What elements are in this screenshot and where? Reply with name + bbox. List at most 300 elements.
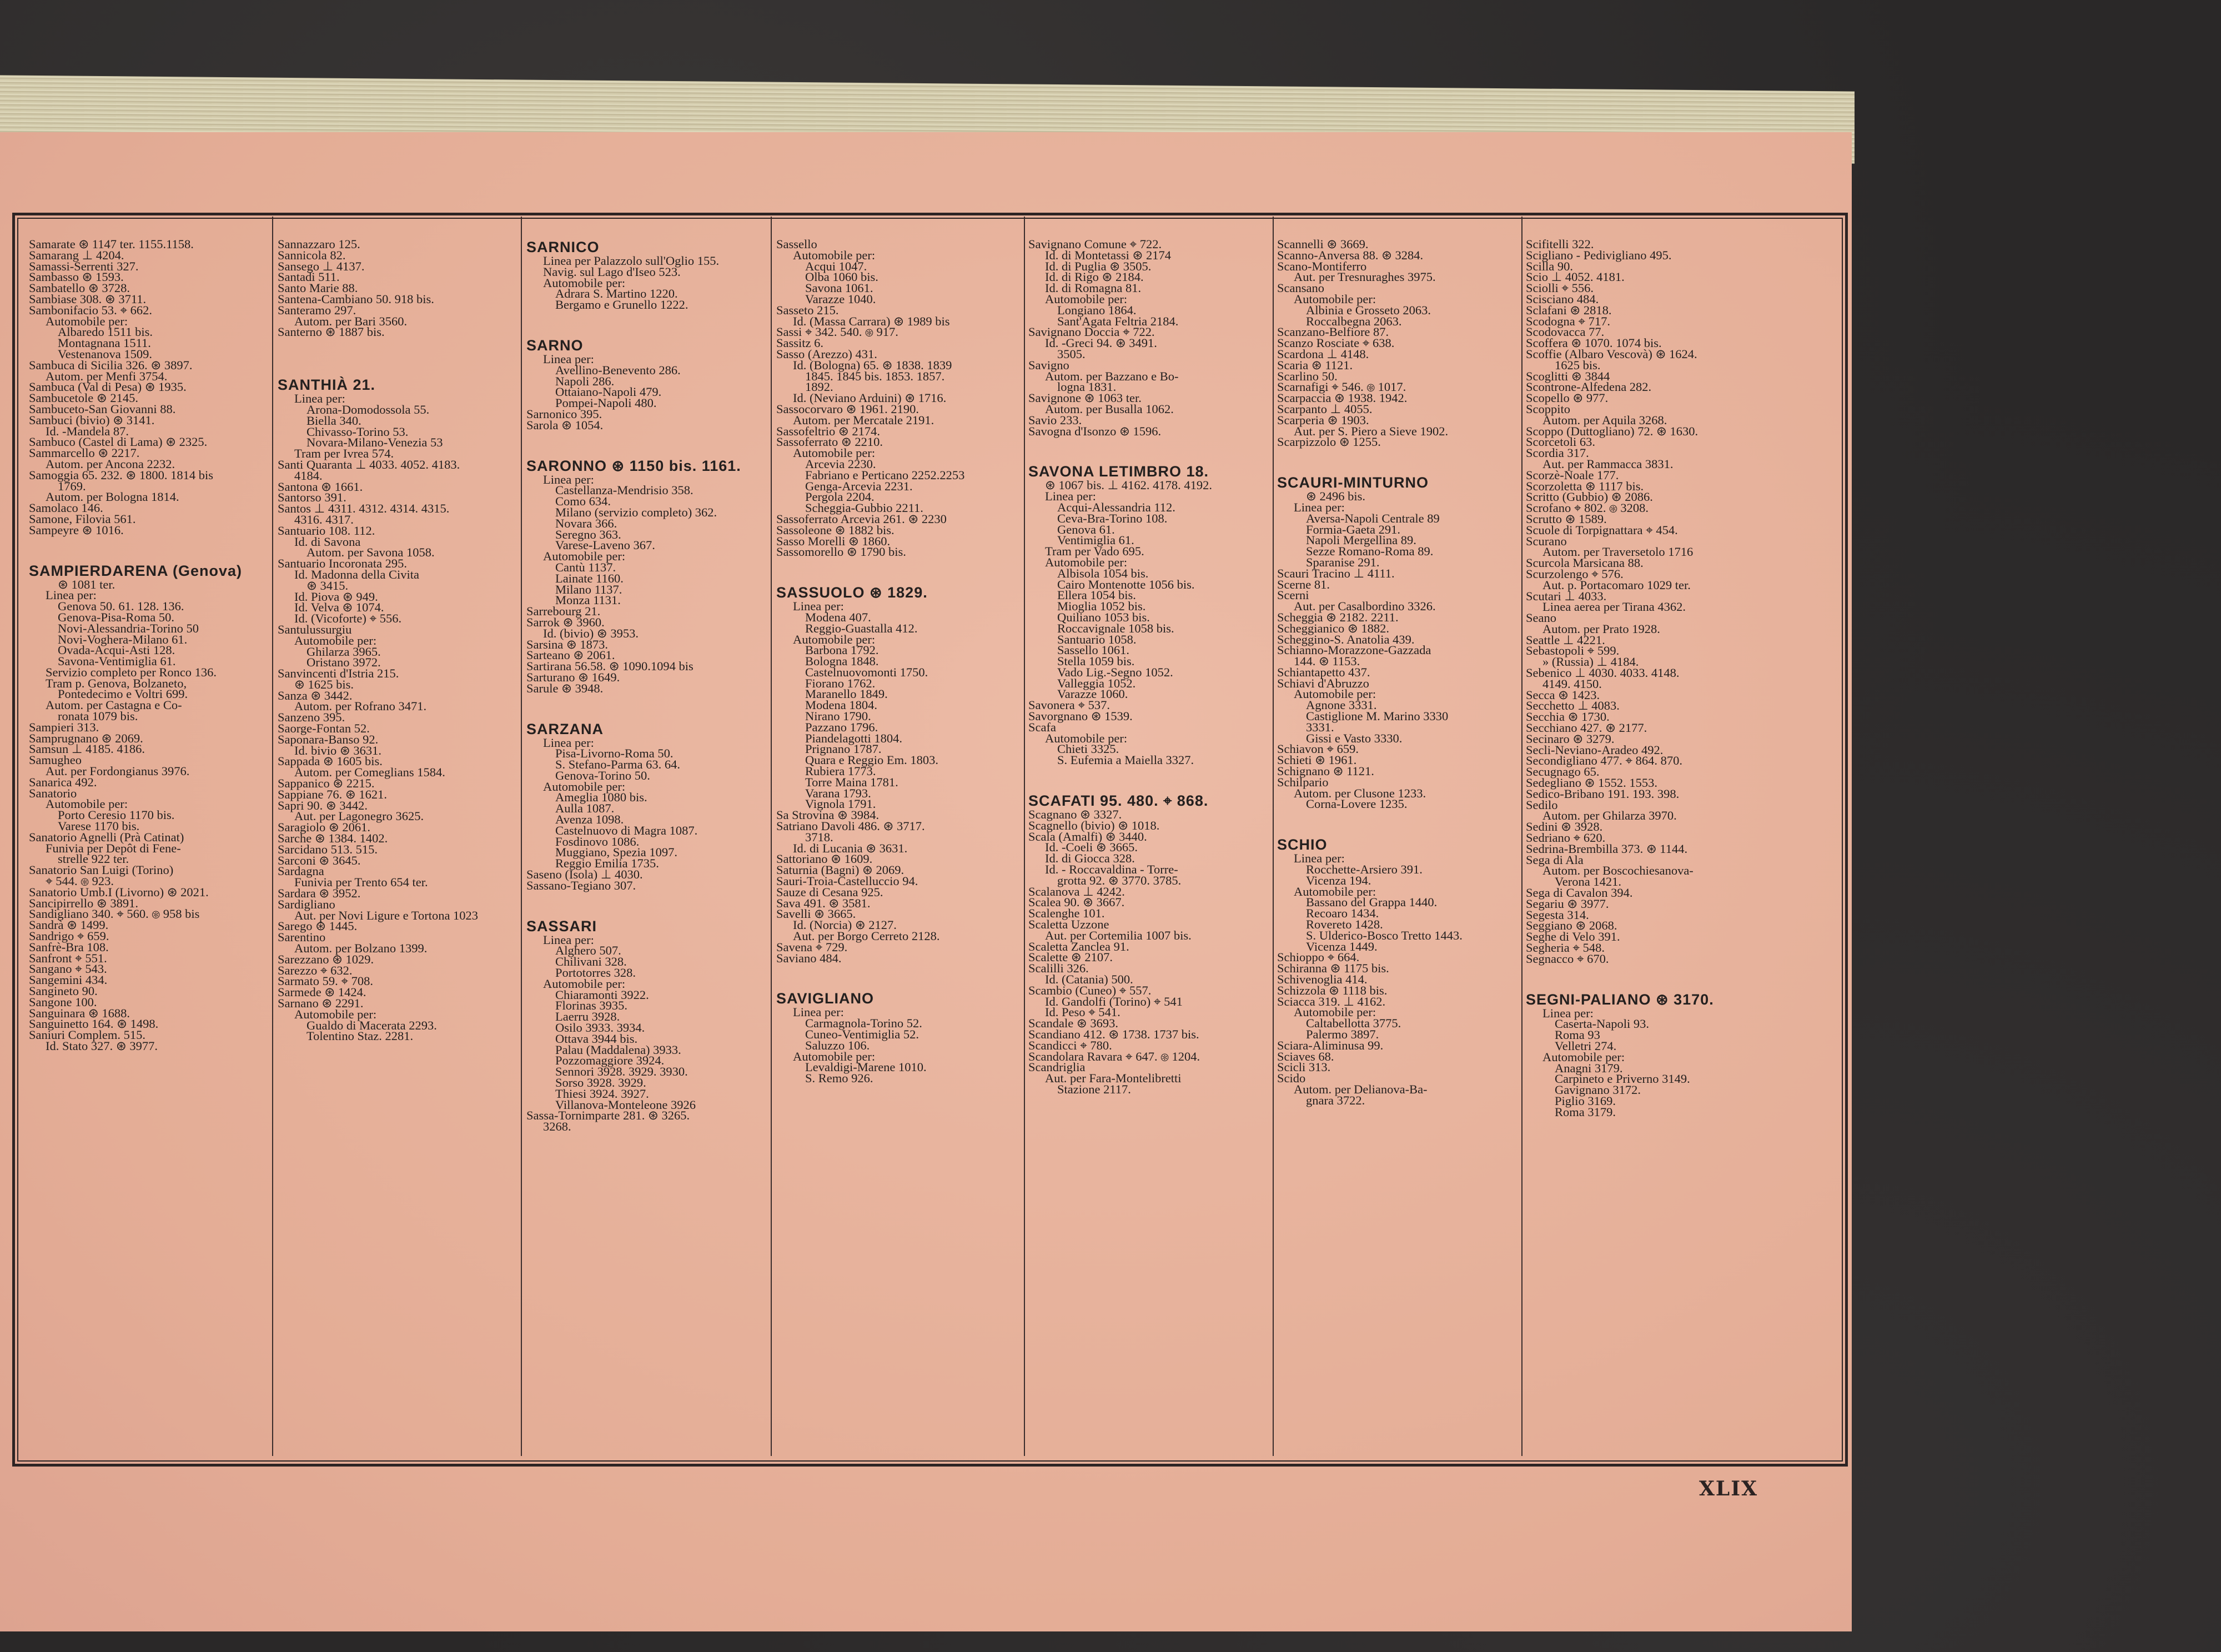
index-entry: Sardara ⊛ 3952.	[278, 886, 361, 901]
index-entry: Linea aerea per Tirana 4362.	[1542, 600, 1686, 614]
index-entry: Sassomorello ⊛ 1790 bis.	[776, 545, 906, 559]
index-entry: Portotorres 328.	[555, 966, 636, 980]
index-entry: Scambio (Cuneo) ⌖ 557.	[1028, 983, 1152, 997]
index-entry: Napoli 286.	[555, 374, 615, 388]
index-entry: 1769.	[58, 479, 86, 493]
index-entry: Linea per:	[543, 352, 594, 366]
index-entry: Monza 1131.	[555, 593, 621, 607]
index-entry: Lainate 1160.	[555, 571, 624, 585]
index-entry: Stazione 2117.	[1057, 1082, 1131, 1096]
index-entry: Ottaiano-Napoli 479.	[555, 385, 662, 399]
index-entry: Sardigliano	[278, 897, 335, 911]
index-entry: Rocchette-Arsiero 391.	[1306, 862, 1423, 877]
index-entry: Scarpaccia ⊛ 1938. 1942.	[1277, 391, 1408, 405]
index-entry: Avellino-Benevento 286.	[555, 363, 681, 377]
index-entry: Avenza 1098.	[555, 812, 624, 827]
index-entry: Schiantapetto 437.	[1277, 665, 1370, 679]
index-entry: Sarego ⊛ 1445.	[278, 919, 358, 933]
index-entry: Funivia per Depôt di Fene-	[46, 841, 181, 855]
index-entry: Autom. per Castagna e Co-	[46, 698, 182, 712]
index-entry: Automobile per:	[1045, 731, 1128, 745]
index-entry: Aut. per Cortemilia 1007 bis.	[1045, 928, 1192, 942]
index-entry: Sanfrè-Bra 108.	[29, 940, 109, 954]
index-entry: Automobile per:	[1542, 1050, 1625, 1064]
index-entry: Schizzola ⊛ 1118 bis.	[1277, 983, 1388, 997]
index-entry: Sartirana 56.58. ⊛ 1090.1094 bis	[526, 659, 694, 674]
index-entry: Scritto (Gubbio) ⊛ 2086.	[1526, 490, 1653, 504]
index-entry: Scanzano-Belfiore 87.	[1277, 325, 1389, 339]
index-entry: Sarezzo ⌖ 632.	[278, 963, 353, 977]
index-entry: Fabriano e Perticano 2252.2253	[805, 468, 965, 482]
index-entry: Autom. per Mercatale 2191.	[793, 413, 934, 427]
index-entry: Longiano 1864.	[1057, 303, 1137, 317]
index-entry: Valleggia 1052.	[1057, 676, 1136, 690]
index-entry: Genova 50. 61. 128. 136.	[58, 599, 184, 614]
section-heading: SANTHIÀ 21.	[278, 376, 376, 394]
index-entry: Carmagnola-Torino 52.	[805, 1016, 922, 1031]
index-entry: Sappanico ⊛ 2215.	[278, 776, 375, 791]
index-entry: Santena-Cambiano 50. 918 bis.	[278, 292, 434, 306]
index-entry: ⊛ 2496 bis.	[1306, 489, 1365, 504]
index-entry: Linea per:	[793, 1005, 844, 1020]
index-entry: Novara-Milano-Venezia 53	[306, 435, 443, 450]
index-entry: Sciacca 319. ⊥ 4162.	[1277, 994, 1386, 1008]
index-entry: Villanova-Monteleone 3926	[555, 1097, 696, 1112]
index-entry: Chilivani 328.	[555, 955, 627, 969]
index-entry: Scano-Montiferro	[1277, 259, 1367, 273]
index-entry: Castelnuovo di Magra 1087.	[555, 823, 698, 837]
index-entry: Sassofeltrio ⊛ 2174.	[776, 424, 880, 438]
index-entry: Biella 340.	[306, 413, 361, 428]
index-entry: Seattle ⊥ 4221.	[1526, 632, 1605, 647]
index-entry: Genga-Arcevia 2231.	[805, 479, 913, 493]
index-entry: Automobile per:	[793, 632, 876, 646]
index-entry: Rubiera 1773.	[805, 764, 876, 779]
index-entry: Id. Madonna della Civita	[294, 567, 419, 581]
index-entry: ronata 1079 bis.	[58, 709, 138, 724]
index-entry: 1892.	[805, 380, 833, 394]
index-entry: Roccavignale 1058 bis.	[1057, 621, 1174, 635]
index-entry: Roma 3179.	[1555, 1104, 1616, 1119]
index-entry: Autom. per Savona 1058.	[306, 545, 435, 560]
index-entry: Linea per:	[1542, 1006, 1594, 1020]
index-entry: 4149. 4150.	[1542, 676, 1602, 691]
index-entry: 1845. 1845 bis. 1853. 1857.	[805, 369, 945, 383]
index-entry: Ottava 3944 bis.	[555, 1031, 638, 1046]
index-entry: 3331.	[1306, 720, 1334, 734]
index-entry: Sassoferrato Arcevia 261. ⊛ 2230	[776, 511, 947, 526]
index-entry: Id. (Massa Carrara) ⊛ 1989 bis	[793, 314, 950, 328]
index-entry: Seregno 363.	[555, 527, 621, 541]
index-entry: Automobile per:	[46, 314, 128, 328]
index-entry: Navig. sul Lago d'Iseo 523.	[543, 264, 681, 279]
index-entry: Sanarica 492.	[29, 775, 97, 789]
index-entry: Sanguinetto 164. ⊛ 1498.	[29, 1017, 159, 1031]
index-entry: Sanvincenti d'Istria 215.	[278, 666, 399, 681]
index-entry: Reggio Emilia 1735.	[555, 856, 659, 871]
index-entry: Scoppo (Duttogliano) 72. ⊛ 1630.	[1526, 424, 1699, 438]
index-entry: Santulussurgiu	[278, 622, 352, 636]
index-entry: Fiorano 1762.	[805, 676, 876, 690]
index-entry: Saorge-Fontan 52.	[278, 721, 370, 736]
index-entry: gnara 3722.	[1306, 1093, 1365, 1107]
section-heading: SCAFATI 95. 480. ⌖ 868.	[1028, 792, 1209, 810]
index-entry: Sega di Cavalon 394.	[1526, 886, 1633, 900]
index-entry: Scheggia-Gubbio 2211.	[805, 501, 923, 515]
index-entry: Linea per:	[1294, 851, 1345, 866]
index-entry: Santerno ⊛ 1887 bis.	[278, 325, 385, 339]
index-entry: Sammarcello ⊛ 2217.	[29, 446, 140, 460]
index-entry: Sannicola 82.	[278, 248, 346, 262]
index-entry: Scorzè-Noale 177.	[1526, 468, 1619, 482]
index-entry: grotta 92. ⊛ 3770. 3785.	[1057, 873, 1182, 887]
index-entry: Id. -Mandela 87.	[46, 424, 129, 438]
index-entry: Aut. per Fara-Montelibretti	[1045, 1071, 1182, 1086]
spacer	[1277, 810, 1518, 822]
index-entry: 3268.	[543, 1119, 571, 1134]
index-entry: Scurzolengo ⌖ 576.	[1526, 566, 1624, 581]
index-entry: Savignano Doccia ⌖ 722.	[1028, 325, 1155, 339]
index-entry: Sanza ⊛ 3442.	[278, 688, 353, 702]
section-heading: SEGNI-PALIANO ⊛ 3170.	[1526, 991, 1714, 1008]
index-entry: Santo Marie 88.	[278, 281, 358, 295]
index-entry: Scheggianico ⊛ 1882.	[1277, 621, 1389, 635]
index-entry: Scrofano ⌖ 802. ⊛ 3208.	[1526, 501, 1649, 515]
index-entry: Sarezzano ⊛ 1029.	[278, 952, 374, 966]
index-entry: Sarule ⊛ 3948.	[526, 681, 604, 695]
index-entry: Secondigliano 477. ⌖ 864. 870.	[1526, 754, 1683, 768]
index-entry: Automobile per:	[1294, 687, 1376, 701]
index-entry: Autom. per Prato 1928.	[1542, 621, 1660, 636]
section-heading: SARZANA	[526, 720, 604, 737]
index-entry: Seghe di Velo 391.	[1526, 930, 1620, 944]
index-entry: Novi-Alessandria-Torino 50	[58, 621, 199, 635]
index-entry: Sanfront ⌖ 551.	[29, 951, 107, 965]
index-entry: Sanatorio Agnelli (Prà Catinat)	[29, 830, 184, 844]
index-entry: Seano	[1526, 611, 1556, 625]
index-entry: Scanno-Anversa 88. ⊛ 3284.	[1277, 248, 1424, 262]
section-heading: SARONNO ⊛ 1150 bis. 1161.	[526, 457, 741, 474]
index-entry: Autom. per Rofrano 3471.	[294, 699, 427, 714]
index-entry: Sancipirrello ⊛ 3891.	[29, 896, 138, 910]
index-column-2	[278, 239, 517, 1455]
index-entry: Sapri 90. ⊛ 3442.	[278, 798, 368, 812]
index-entry: Sassi ⌖ 342. 540. ⊛ 917.	[776, 325, 898, 339]
section-heading: SASSARI	[526, 917, 597, 935]
index-entry: 4184.	[294, 468, 323, 483]
index-entry: Anagni 3179.	[1555, 1061, 1623, 1075]
index-entry: Autom. per Ghilarza 3970.	[1542, 809, 1677, 823]
index-entry: Scorzoletta ⊛ 1117 bis.	[1526, 479, 1644, 493]
index-entry: Secca ⊛ 1423.	[1526, 687, 1600, 702]
index-entry: Adrara S. Martino 1220.	[555, 287, 678, 301]
index-entry: Tram p. Genova, Bolzaneto,	[46, 676, 187, 690]
index-entry: Autom. per Bari 3560.	[294, 314, 408, 328]
index-entry: Modena 407.	[805, 610, 871, 624]
index-entry: Varazze 1040.	[805, 292, 876, 306]
index-entry: Olba 1060 bis.	[805, 270, 878, 284]
index-entry: Scoffie (Albaro Vescovà) ⊛ 1624.	[1526, 347, 1697, 361]
index-entry: Scalanova ⊥ 4242.	[1028, 884, 1125, 898]
spacer	[776, 558, 1018, 570]
index-entry: Scannelli ⊛ 3669.	[1277, 239, 1369, 251]
column-divider	[1273, 217, 1274, 1456]
index-entry: ⊛ 3415.	[306, 578, 349, 592]
index-column-6	[1277, 239, 1518, 1455]
index-entry: Automobile per:	[1045, 292, 1128, 306]
index-entry: Secinaro ⊛ 3279.	[1526, 731, 1615, 746]
index-entry: Scagnello (bivio) ⊛ 1018.	[1028, 818, 1160, 832]
index-entry: Sassello	[776, 239, 817, 251]
index-entry: Sambuca (Val di Pesa) ⊛ 1935.	[29, 380, 187, 394]
index-entry: Scardona ⊥ 4148.	[1277, 347, 1369, 361]
index-entry: Schianno-Morazzone-Gazzada	[1277, 643, 1431, 657]
index-entry: Automobile per:	[543, 976, 626, 991]
index-entry: Tram per Vado 695.	[1045, 544, 1144, 559]
index-entry: Santeramo 297.	[278, 303, 356, 317]
column-divider	[272, 217, 273, 1456]
spacer	[1028, 436, 1269, 449]
index-entry: Chivasso-Torino 53.	[306, 424, 409, 439]
index-entry: Sarmato 59. ⌖ 708.	[278, 974, 374, 988]
index-entry: Bologna 1848.	[805, 654, 879, 669]
index-entry: Autom. per Boscochiesanova-	[1542, 863, 1694, 878]
index-entry: Sedegliano ⊛ 1552. 1553.	[1526, 776, 1657, 790]
index-entry: Milano (servizio completo) 362.	[555, 505, 717, 519]
index-entry: Scisciano 484.	[1526, 292, 1599, 306]
index-entry: Id. di Lucania ⊛ 3631.	[793, 841, 908, 855]
index-entry: Gissi e Vasto 3330.	[1306, 731, 1403, 745]
index-entry: Scaletta Uzzone	[1028, 917, 1109, 932]
column-divider	[1024, 217, 1025, 1456]
index-entry: Autom. per Bologna 1814.	[46, 490, 179, 504]
index-entry: Linea per:	[46, 588, 97, 602]
index-entry: Samarate ⊛ 1147 ter. 1155.1158.	[29, 239, 194, 251]
index-entry: Automobile per:	[793, 248, 876, 262]
index-entry: Pisa-Livorno-Roma 50.	[555, 746, 674, 761]
index-entry: Id. di Romagna 81.	[1045, 281, 1142, 295]
index-entry: Montagnana 1511.	[58, 336, 151, 350]
index-entry: Palau (Maddalena) 3933.	[555, 1042, 681, 1057]
index-entry: Automobile per:	[793, 446, 876, 460]
index-entry: Scarlino 50.	[1277, 369, 1338, 383]
index-entry: Milano 1137.	[555, 582, 622, 596]
index-entry: Automobile per:	[1294, 884, 1376, 898]
index-entry: Samassi-Serrenti 327.	[29, 259, 139, 273]
index-entry: Velletri 274.	[1555, 1038, 1617, 1053]
index-entry: Sciolli ⌖ 556.	[1526, 281, 1594, 295]
index-entry: Corna-Lovere 1235.	[1306, 797, 1408, 811]
index-entry: Arcevia 2230.	[805, 456, 876, 471]
index-entry: Scodovacca 77.	[1526, 325, 1605, 339]
section-heading: SAMPIERDARENA (Genova)	[29, 562, 243, 579]
index-entry: Automobile per:	[793, 1049, 876, 1063]
spacer	[776, 963, 1018, 976]
index-entry: Chiaramonti 3922.	[555, 987, 649, 1002]
index-entry: Pompei-Napoli 480.	[555, 396, 657, 410]
index-entry: Sarmede ⊛ 1424.	[278, 985, 366, 1000]
index-entry: ⌖ 544. ⊛ 923.	[46, 874, 114, 888]
index-entry: Recoaro 1434.	[1306, 906, 1379, 921]
index-entry: Sclafani ⊛ 2818.	[1526, 303, 1612, 317]
index-entry: Scrutto ⊛ 1589.	[1526, 511, 1607, 526]
index-entry: Sciaves 68.	[1277, 1049, 1334, 1063]
index-entry: Tram per Ivrea 574.	[294, 446, 394, 461]
spacer	[1028, 766, 1269, 778]
index-entry: Scoppito	[1526, 401, 1571, 416]
index-entry: Sambuci (bivio) ⊛ 3141.	[29, 413, 155, 427]
index-entry: Aut. per Lagonegro 3625.	[294, 809, 424, 824]
index-entry: Sorso 3928. 3929.	[555, 1076, 646, 1090]
index-entry: Autom. per Ancona 2232.	[46, 456, 175, 471]
index-entry: Schivenoglia 414.	[1277, 972, 1368, 987]
index-entry: Laerru 3928.	[555, 1010, 620, 1024]
index-entry: Satriano Davoli 486. ⊛ 3717.	[776, 819, 925, 833]
index-entry: Santorso 391.	[278, 490, 346, 505]
section-heading: SAVONA LETIMBRO 18.	[1028, 463, 1209, 480]
index-entry: Scalenghe 101.	[1028, 906, 1105, 921]
index-entry: Id. Gandolfi (Torino) ⌖ 541	[1045, 994, 1183, 1008]
index-entry: Napoli Mergellina 89.	[1306, 533, 1416, 548]
index-entry: Torre Maina 1781.	[805, 775, 898, 789]
index-entry: Chieti 3325.	[1057, 742, 1119, 756]
index-entry: Sedico-Bribano 191. 193. 398.	[1526, 786, 1680, 801]
index-entry: Sebenico ⊥ 4030. 4033. 4148.	[1526, 666, 1680, 680]
index-entry: Cantù 1137.	[555, 560, 616, 574]
index-entry: Segariu ⊛ 3977.	[1526, 896, 1609, 911]
index-entry: 3505.	[1057, 347, 1086, 361]
index-entry: Scagnano ⊛ 3327.	[1028, 807, 1122, 822]
index-entry: Oristano 3972.	[306, 655, 381, 670]
index-entry: Scerni	[1277, 588, 1309, 602]
index-entry: Savignano Comune ⌖ 722.	[1028, 239, 1162, 251]
index-entry: Caserta-Napoli 93.	[1555, 1017, 1649, 1031]
index-entry: Ventimiglia 61.	[1057, 533, 1134, 548]
index-entry: Automobile per:	[543, 779, 626, 794]
index-entry: Scansano	[1277, 281, 1324, 295]
index-entry: Sansego ⊥ 4137.	[278, 259, 365, 273]
index-entry: Sauri-Troia-Castelluccio 94.	[776, 874, 918, 888]
index-entry: Saluzzo 106.	[805, 1038, 870, 1052]
index-entry: Sappada ⊛ 1605 bis.	[278, 754, 383, 769]
index-entry: Florinas 3935.	[555, 998, 628, 1013]
index-entry: Vicenza 194.	[1306, 873, 1371, 887]
index-entry: Roma 93	[1555, 1028, 1600, 1042]
index-entry: Sassello 1061.	[1057, 643, 1130, 657]
index-entry: Scarpizzolo ⊛ 1255.	[1277, 435, 1381, 449]
index-entry: Sassoferrato ⊛ 2210.	[776, 435, 883, 449]
index-entry: Id. di Montetassi ⊛ 2174	[1045, 248, 1171, 262]
index-entry: Albinia e Grosseto 2063.	[1306, 303, 1431, 317]
index-entry: Castelnuovomonti 1750.	[805, 665, 928, 679]
index-entry: Savena ⌖ 729.	[776, 940, 848, 954]
index-entry: Scandolara Ravara ⌖ 647. ⊛ 1204.	[1028, 1049, 1200, 1063]
index-entry: Savelli ⊛ 3665.	[776, 907, 856, 921]
index-entry: Vicenza 1449.	[1306, 939, 1378, 953]
index-entry: Sedriano ⌖ 620.	[1526, 831, 1606, 845]
index-entry: Sanzeno 395.	[278, 710, 345, 725]
index-entry: Sarrebourg 21.	[526, 604, 601, 619]
spacer	[278, 350, 517, 362]
index-entry: Aut. per Tresnuraghes 3975.	[1294, 270, 1436, 284]
index-entry: Linea per:	[1294, 500, 1345, 514]
index-entry: ⊛ 1067 bis. ⊥ 4162. 4178. 4192.	[1045, 478, 1212, 493]
column-divider	[1521, 217, 1522, 1456]
index-entry: Santos ⊥ 4311. 4312. 4314. 4315.	[278, 501, 450, 516]
index-entry: Id. Peso ⌖ 541.	[1045, 1005, 1120, 1020]
index-entry: Scanzo Rosciate ⌖ 638.	[1277, 336, 1395, 350]
index-entry: Savio 233.	[1028, 413, 1082, 427]
index-entry: Id. (Norcia) ⊛ 2127.	[793, 918, 897, 932]
index-entry: Sasseto 215.	[776, 303, 839, 317]
index-entry: Aut. per Borgo Cerreto 2128.	[793, 929, 940, 943]
spacer	[1277, 448, 1518, 460]
index-entry: Sampieri 313.	[29, 720, 99, 734]
index-column-7	[1526, 239, 1770, 1455]
index-entry: Sambucetole ⊛ 2145.	[29, 391, 138, 405]
index-entry: Sparanise 291.	[1306, 555, 1380, 569]
index-entry: Schignano ⊛ 1121.	[1277, 764, 1374, 779]
index-entry: Autom. per Busalla 1062.	[1045, 401, 1174, 416]
index-entry: Alghero 507.	[555, 943, 621, 958]
index-entry: S. Remo 926.	[805, 1071, 873, 1086]
index-entry: Scido	[1277, 1071, 1306, 1086]
index-entry: Sangineto 90.	[29, 984, 98, 998]
index-entry: Piglio 3169.	[1555, 1093, 1616, 1108]
index-entry: Vado Lig.-Segno 1052.	[1057, 665, 1173, 679]
spacer	[526, 891, 768, 903]
index-entry: Sassoleone ⊛ 1882 bis.	[776, 523, 895, 537]
index-entry: Varana 1793.	[805, 786, 871, 800]
index-entry: ⊛ 1625 bis.	[294, 677, 354, 691]
index-entry: Scandiano 412. ⊛ 1738. 1737 bis.	[1028, 1027, 1199, 1041]
index-entry: Secchetto ⊥ 4083.	[1526, 699, 1620, 713]
index-entry: Sampeyre ⊛ 1016.	[29, 523, 124, 537]
index-entry: Automobile per:	[1294, 292, 1376, 306]
index-entry: Sardagna	[278, 864, 324, 878]
index-entry: Automobile per:	[1045, 555, 1128, 569]
index-entry: Scalilli 326.	[1028, 961, 1089, 976]
index-entry: Savona-Ventimiglia 61.	[58, 654, 176, 669]
index-entry: Sedini ⊛ 3928.	[1526, 820, 1603, 834]
index-entry: Vignola 1791.	[805, 797, 876, 811]
index-entry: Id. (Vicoforte) ⌖ 556.	[294, 611, 402, 626]
index-entry: Aut. p. Portacomaro 1029 ter.	[1542, 578, 1691, 592]
index-entry: Sambuceto-San Giovanni 88.	[29, 401, 176, 416]
index-entry: Sarola ⊛ 1054.	[526, 418, 604, 432]
index-entry: Sarrok ⊛ 3960.	[526, 615, 605, 629]
index-entry: Santi Quaranta ⊥ 4033. 4052. 4183.	[278, 457, 460, 471]
index-entry: Sandrigo ⌖ 659.	[29, 929, 109, 943]
index-entry: Scoglitti ⊛ 3844	[1526, 369, 1610, 383]
index-entry: Scontrone-Alfedena 282.	[1526, 380, 1652, 394]
index-entry: Sambiase 308. ⊛ 3711.	[29, 292, 147, 306]
index-entry: Savigno	[1028, 358, 1069, 372]
index-entry: Linea per:	[543, 472, 594, 486]
index-entry: Sarsina ⊛ 1873.	[526, 637, 608, 651]
index-entry: Sarche ⊛ 1384. 1402.	[278, 831, 388, 846]
index-entry: Saseno (Isola) ⊥ 4030.	[526, 867, 643, 882]
index-entry: Como 634.	[555, 494, 611, 509]
index-entry: Varese-Laveno 367.	[555, 538, 655, 553]
index-entry: Scodogna ⌖ 717.	[1526, 314, 1611, 328]
index-entry: Sassano-Tegiano 307.	[526, 878, 636, 892]
index-entry: Scaria ⊛ 1121.	[1277, 358, 1353, 372]
index-entry: 3718.	[805, 830, 833, 844]
index-entry: Linea per:	[1045, 489, 1096, 504]
index-entry: Sanguinara ⊛ 1688.	[29, 1006, 130, 1020]
index-entry: Scala (Amalfi) ⊛ 3440.	[1028, 829, 1147, 843]
